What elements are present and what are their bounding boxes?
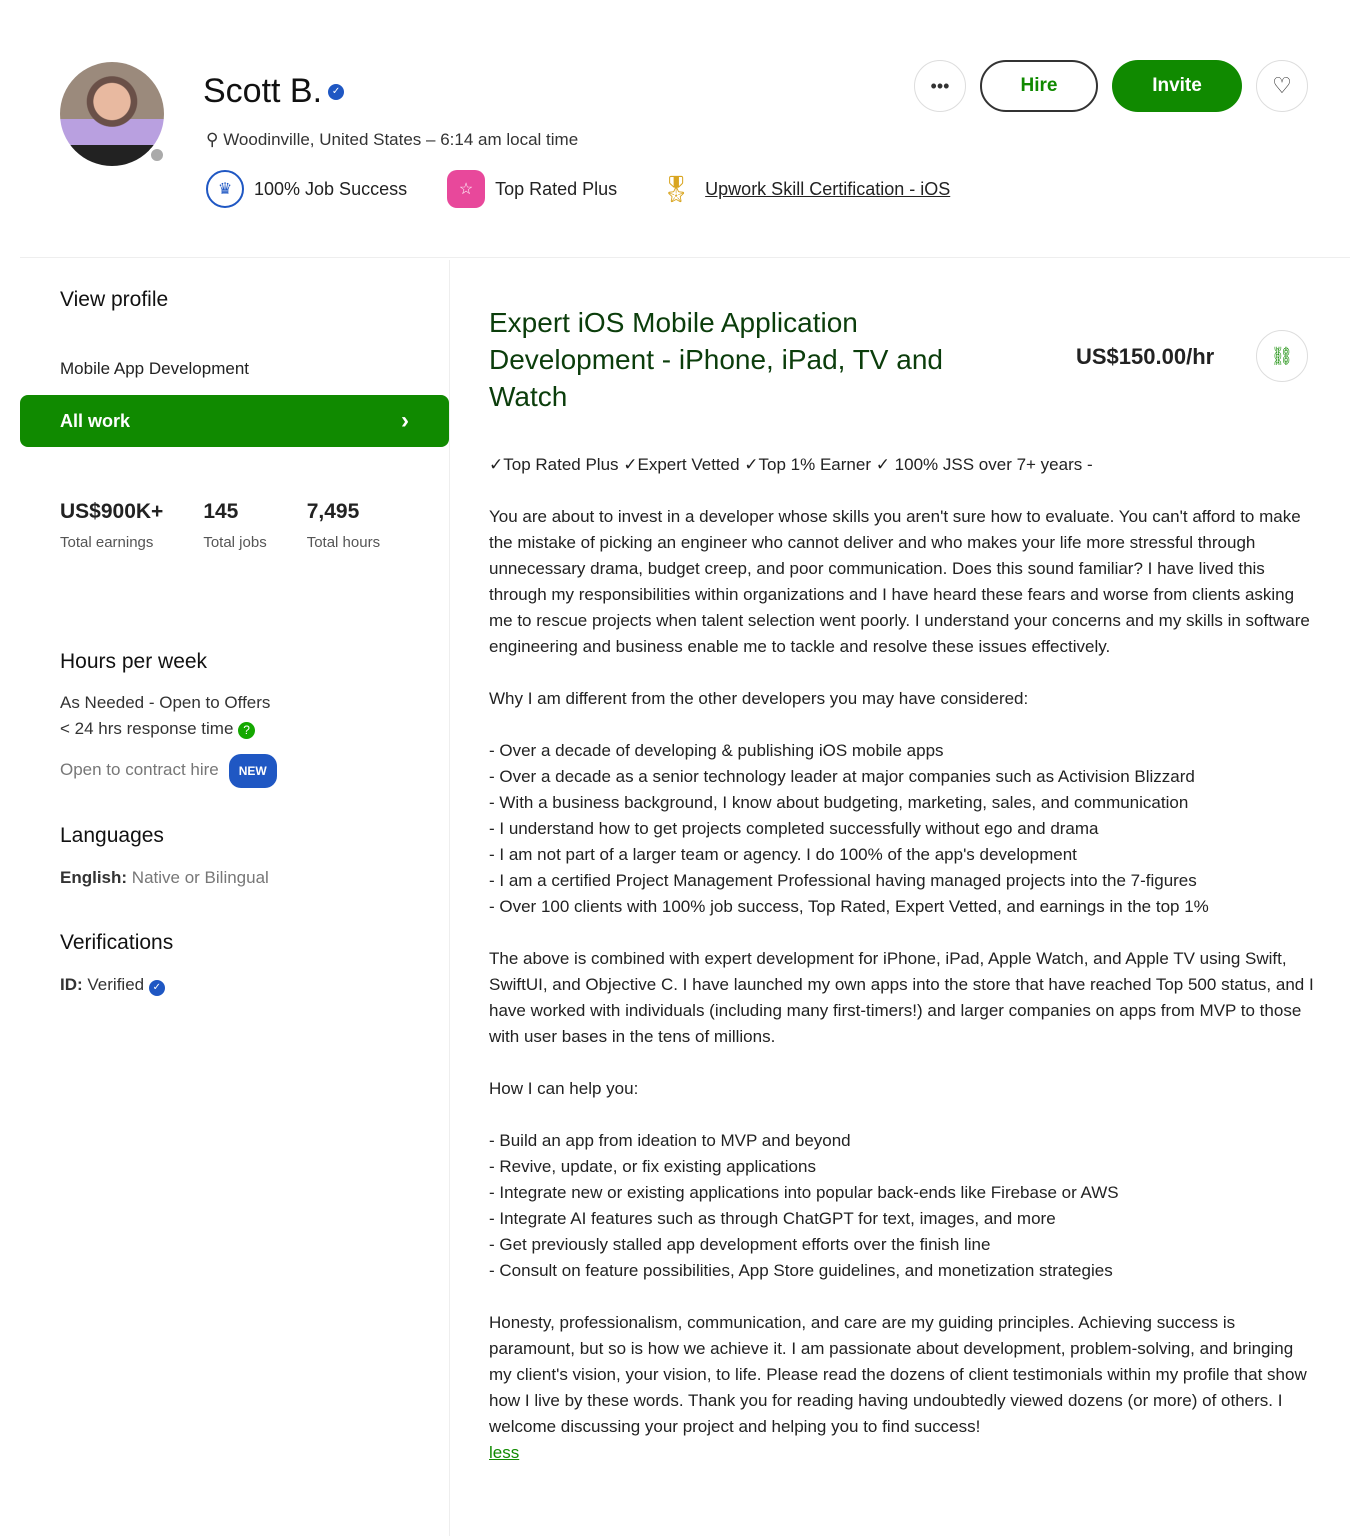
stat-hours (307, 500, 380, 551)
description-paragraph: You are about to invest in a developer whose skills you aren't sure how to evaluate. You can't afford to make the mistake of picking an engineer who cannot deliver and who makes your life more stressful through unnecessary drama, budget creep, and poor communication. Does this sound familiar? I have lived this through my responsibilities within organizations and I have heard these fears and worse from clients asking me to rescue projects when talent selection went poorly. I understand your concerns and my skills in software engineering and business enable me to tackle and resolve these issues effectively. (489, 507, 1310, 656)
stat-value: 7,495 (306, 500, 360, 523)
stat-label: Total hours (306, 534, 381, 551)
hourly-rate: US$150.00/hr (1076, 344, 1215, 369)
response-text: < 24 hrs response time (60, 719, 234, 738)
sidebar (20, 260, 450, 1536)
certification-link[interactable]: Upwork Skill Certification - iOS (705, 178, 951, 199)
description-list: - Build an app from ideation to MVP and beyond - Revive, update, or fix existing applications - Integrate new or existing applications into popular back-ends like Firebase or AWS - Integrate AI features such as through ChatGPT for text, images, and more - Get previously stalled app development efforts over the finish line - Consult on feature possibilities, App Store guidelines, and monetization strategies (489, 1131, 1119, 1280)
description-paragraph: Honesty, professionalism, communication, and care are my guiding principles. Achieving success is paramount, but so is how we achieve it. I am passionate about development, problem-solving, and bringing my client's vision, your vision, to life. Please read the dozens of client testimonials within my profile that show how I live by these words. Thank you for reading having undoubtedly viewed dozens (or more) of others. I welcome discussing your project and helping you to find success! (489, 1313, 1307, 1436)
badges-row (206, 170, 990, 208)
verified-icon: ✓ (328, 84, 344, 100)
all-work-label: All work (60, 410, 131, 431)
stat-value: US$900K+ (60, 500, 164, 523)
avatar[interactable] (60, 62, 164, 166)
description-paragraph: The above is combined with expert development for iPhone, iPad, Apple Watch, and Apple TV using Swift, SwiftUI, and Objective C. I have launched my own apps into the store that have reached Top 500 status, and I have worked with individuals (including many first-timers!) and larger companies on apps from MVP to those with user bases in the tens of millions. (489, 949, 1314, 1046)
job-success-label: 100% Job Success (254, 178, 408, 199)
location (206, 130, 578, 150)
copy-link-icon[interactable]: ⛓ (1256, 330, 1308, 382)
stat-label: Total jobs (203, 534, 267, 551)
help-icon[interactable]: ? (238, 722, 255, 739)
location-pin-icon: ⚲ (206, 130, 219, 149)
job-success-badge (206, 170, 407, 208)
stat-jobs (203, 500, 266, 551)
profile-description (489, 452, 1319, 1466)
verifications-heading: Verifications (60, 931, 174, 954)
language-item (60, 865, 269, 891)
offline-status-dot (148, 146, 166, 164)
stat-label: Total earnings (60, 534, 154, 551)
crown-icon: ♛ (206, 170, 244, 208)
chevron-right-icon: › (401, 407, 409, 434)
id-value: Verified (87, 975, 145, 994)
header-actions (914, 60, 1308, 112)
description-paragraph: How I can help you: (489, 1079, 639, 1098)
view-profile-heading: View profile (60, 288, 169, 311)
show-less-link[interactable]: less (489, 1443, 520, 1462)
star-badge-icon: ☆ (447, 170, 485, 208)
more-options-button[interactable]: ••• (914, 60, 966, 112)
description-paragraph: ✓Top Rated Plus ✓Expert Vetted ✓Top 1% Earner ✓ 100% JSS over 7+ years - (489, 455, 1093, 474)
hours-heading: Hours per week (60, 650, 208, 673)
language-name: English: (60, 868, 128, 887)
hire-button[interactable]: Hire (980, 60, 1098, 112)
sidebar-item-mobile-app-development[interactable]: Mobile App Development (60, 359, 250, 378)
profile-main (450, 260, 1350, 1536)
id-verification (60, 972, 165, 998)
heart-icon[interactable]: ♡ (1256, 60, 1308, 112)
description-list: - Over a decade of developing & publishing iOS mobile apps - Over a decade as a senior technology leader at major companies such as Activision Blizzard - With a business background, I know about budgeting, marketing, sales, and communication - I understand how to get projects completed successfully without ego and drama - I am not part of a larger team or agency. I do 100% of the app's development - I am a certified Project Management Professional having managed projects into the 7-figures - Over 100 clients with 100% job success, Top Rated, Expert Vetted, and earnings in the top 1% (489, 741, 1209, 916)
stat-value: 145 (203, 500, 239, 523)
language-level: Native or Bilingual (131, 868, 269, 887)
invite-button[interactable]: Invite (1112, 60, 1242, 112)
top-rated-label: Top Rated Plus (495, 178, 618, 199)
sidebar-item-all-work[interactable] (20, 395, 449, 447)
certification-badge[interactable] (657, 170, 950, 208)
profile-title: Expert iOS Mobile Application Development - iPhone, iPad, TV and Watch (489, 307, 943, 412)
contract-text: Open to contract hire (60, 760, 219, 779)
new-badge: NEW (229, 754, 277, 788)
stats (60, 500, 420, 551)
description-paragraph: Why I am different from the other developers you may have considered: (489, 689, 1029, 708)
verified-icon: ✓ (149, 980, 165, 996)
languages-heading: Languages (60, 824, 164, 847)
contract-hire (60, 754, 277, 788)
id-label: ID: (60, 975, 83, 994)
top-rated-plus-badge (447, 170, 617, 208)
hours-value: As Needed - Open to Offers (60, 693, 271, 712)
ribbon-icon: 🎖 (659, 173, 693, 204)
hours-info (60, 690, 277, 788)
profile-header (20, 0, 1350, 258)
name-text: Scott B. (203, 72, 323, 110)
location-text: Woodinville, United States – 6:14 am local time (223, 130, 579, 149)
response-time (60, 716, 277, 742)
stat-earnings (60, 500, 163, 551)
profile-name (203, 72, 344, 111)
